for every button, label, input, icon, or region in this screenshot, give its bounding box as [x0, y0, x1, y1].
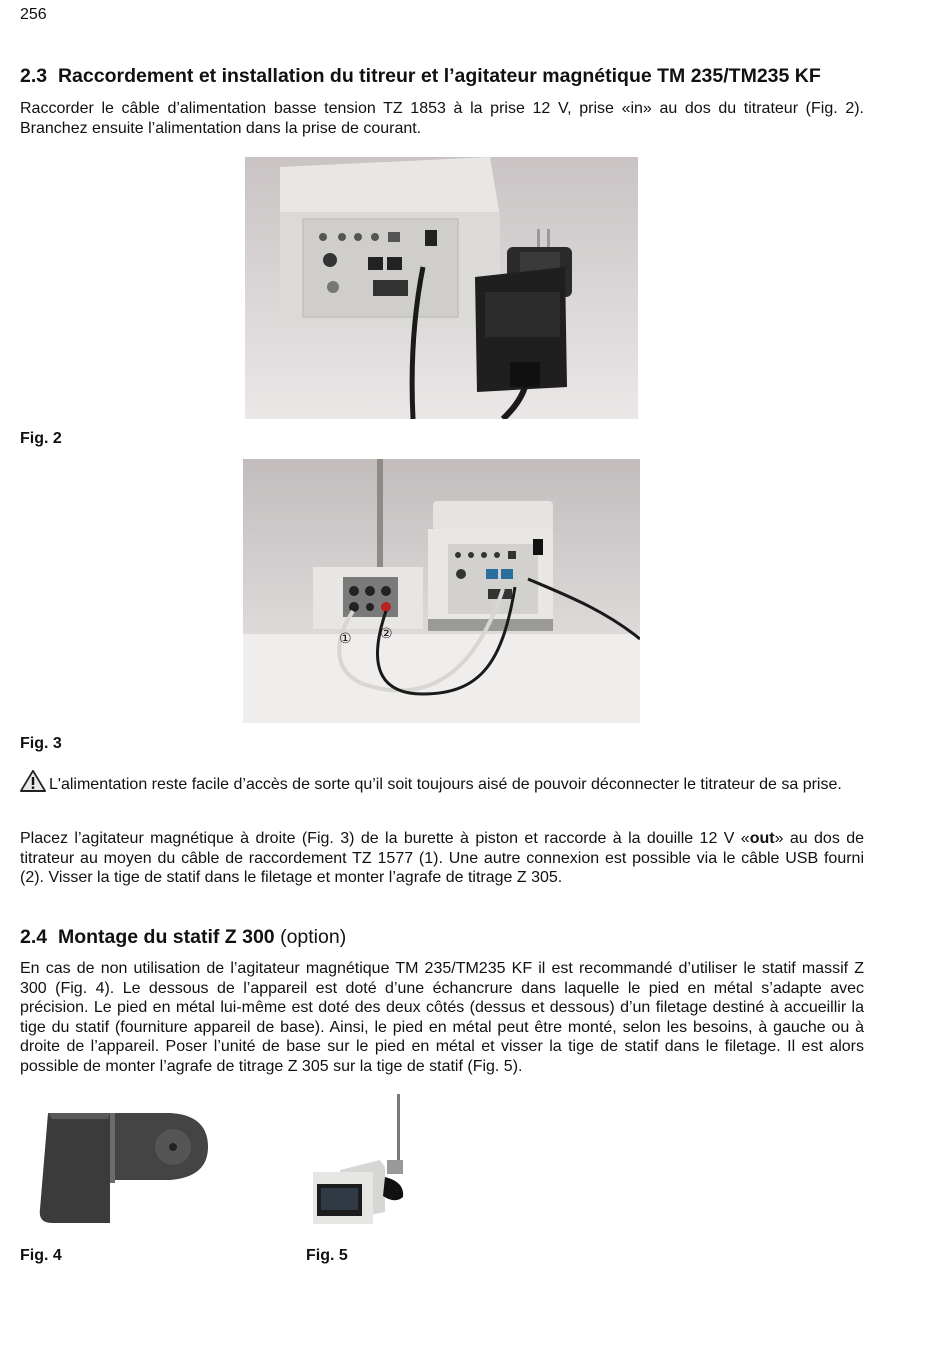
- marker-1: ①: [339, 630, 352, 646]
- fig5-label: Fig. 5: [306, 1247, 348, 1264]
- section-heading-2-4: [20, 926, 346, 949]
- fig4-label: Fig. 4: [20, 1247, 62, 1264]
- fig4-photo: [30, 1105, 215, 1230]
- fig2-label: Fig. 2: [20, 430, 62, 447]
- warning-paragraph: [20, 770, 864, 795]
- section-number: 2.4: [20, 926, 48, 948]
- fig3-label: Fig. 3: [20, 735, 62, 752]
- section-heading-2-3: [20, 65, 821, 88]
- fig2-photo: [245, 157, 638, 419]
- marker-2: ②: [380, 625, 393, 641]
- stirrer-paragraph: [20, 829, 864, 888]
- section-option: (option): [280, 926, 347, 948]
- stirrer-text-bold: out: [749, 830, 775, 847]
- warning-triangle-icon: [20, 770, 46, 792]
- section-title: Raccordement et installation du titreur et l’agitateur magnétique TM 235/TM235 KF: [57, 65, 821, 87]
- section-title: Montage du statif Z 300: [57, 926, 275, 948]
- section-number: 2.3: [20, 65, 48, 87]
- warning-text: L'alimentation reste facile d’accès de sorte qu’il soit toujours aisé de pouvoir déconnecter le titrateur de sa prise.: [49, 776, 842, 793]
- fig5-photo: [305, 1092, 410, 1230]
- stirrer-text-2: » au dos de titrateur au moyen du câble de raccordement TZ 1577 (1). Une autre connexion est possible via le câble USB fourni (2). Visser la tige de statif dans le filetage et monter l’agrafe de titrage Z 305.: [20, 830, 865, 886]
- fig3-photo: [243, 459, 640, 723]
- stand-paragraph: En cas de non utilisation de l’agitateur magnétique TM 235/TM235 KF il est recommandé d’utiliser le statif massif Z 300 (Fig. 4). Le dessous de l’appareil est doté d’une échancrure dans laquelle le pied en métal s’adapte avec précision. Le pied en métal lui-même est doté des deux côtés (dessus et dessous) d’un filetage destiné à accueillir la tige du statif (fourniture appareil de base). Ainsi, le pied en métal peut être monté, selon les besoins, à gauche ou à droite de l’appareil. Poser l’unité de base sur le pied en métal et visser la tige de statif dans le filetage. Il est alors possible de monter l’agrafe de titrage Z 305 sur la tige de statif (Fig. 5).: [20, 960, 864, 1075]
- stirrer-text-1: Placez l’agitateur magnétique à droite (Fig. 3) de la burette à piston et raccorde à la douille 12 V «: [20, 830, 750, 847]
- page-number: 256: [20, 6, 47, 23]
- intro-paragraph: Raccorder le câble d’alimentation basse tension TZ 1853 à la prise 12 V, prise «in» au dos du titrateur (Fig. 2). Branchez ensuite l’alimentation dans la prise de courant.: [20, 100, 864, 137]
